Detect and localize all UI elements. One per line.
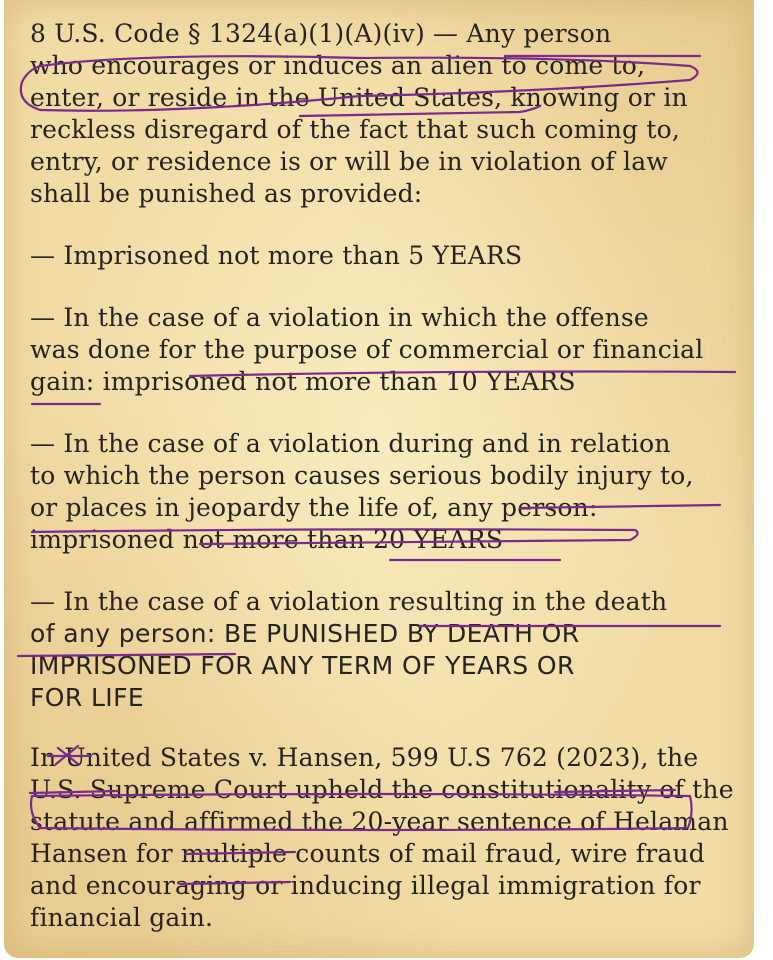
text-line: Hansen for multiple counts of mail fraud, wire fraud — [30, 839, 705, 868]
text-line: shall be punished as provided: — [30, 179, 423, 208]
penalty-death — [30, 586, 742, 714]
text-line: was done for the purpose of commercial or financial — [30, 335, 704, 364]
statute-intro — [30, 18, 742, 210]
text-line: financial gain. — [30, 903, 214, 932]
text-line: and encouraging or inducing illegal immigration for — [30, 871, 701, 900]
penalty-twenty-years — [30, 428, 742, 556]
text-line: — Imprisoned not more than 5 YEARS — [30, 241, 523, 270]
text-line: who encourages or induces an alien to come to, — [30, 51, 646, 80]
text-line: to which the person causes serious bodily injury to, — [30, 461, 694, 490]
caps-text-line: IMPRISONED FOR ANY TERM OF YEARS OR — [30, 651, 575, 680]
text-line: or places in jeopardy the life of, any person: — [30, 493, 598, 522]
penalty-ten-years — [30, 302, 742, 398]
text-line: — In the case of a violation resulting in the death — [30, 587, 668, 616]
text-line: gain: imprisoned not more than 10 YEARS — [30, 367, 576, 396]
text-line: enter, or reside in the United States, knowing or in — [30, 83, 688, 112]
text-line: — In the case of a violation during and in relation — [30, 429, 671, 458]
caps-text-line: of any person: BE PUNISHED BY DEATH OR — [30, 619, 580, 648]
caps-text-line: FOR LIFE — [30, 683, 145, 712]
text-line: entry, or residence is or will be in violation of law — [30, 147, 668, 176]
text-line: statute and affirmed the 20-year sentence of Helaman — [30, 807, 729, 836]
document-body — [30, 18, 742, 934]
penalty-five-years — [30, 240, 742, 272]
text-line: 8 U.S. Code § 1324(a)(1)(A)(iv) — Any person — [30, 19, 612, 48]
text-line: — In the case of a violation in which the offense — [30, 303, 649, 332]
case-paragraph — [30, 742, 742, 934]
text-line: reckless disregard of the fact that such coming to, — [30, 115, 681, 144]
text-line: imprisoned not more than 20 YEARS — [30, 525, 504, 554]
text-line: In United States v. Hansen, 599 U.S 762 (2023), the — [30, 743, 699, 772]
text-line: U.S. Supreme Court upheld the constitutionality of the — [30, 775, 734, 804]
